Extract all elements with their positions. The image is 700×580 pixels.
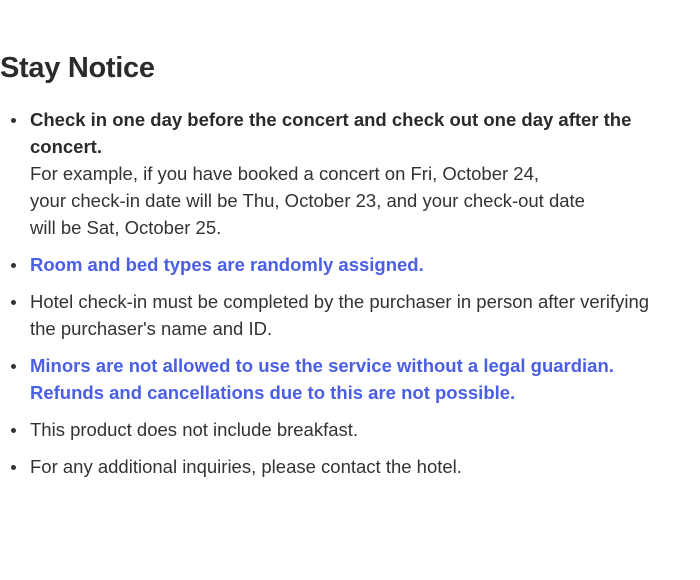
text-line: Room and bed types are randomly assigned. — [30, 254, 424, 275]
list-item-checkin-rule — [0, 106, 700, 241]
checkin-rule-example — [30, 160, 700, 241]
text-line: Minors are not allowed to use the service without a legal guardian. — [30, 355, 614, 376]
bullet-icon — [11, 465, 16, 470]
minors-policy-text — [30, 352, 700, 406]
bullet-icon — [11, 263, 16, 268]
bullet-icon — [11, 118, 16, 123]
section-title: Stay Notice — [0, 52, 155, 84]
list-item-room-assignment — [0, 251, 700, 278]
text-line: For example, if you have booked a concert on Fri, October 24, — [30, 163, 540, 184]
checkin-rule-heading — [30, 106, 700, 160]
purchaser-checkin-text — [30, 288, 700, 342]
bullet-icon — [11, 364, 16, 369]
text-line: Refunds and cancellations due to this are not possible. — [30, 382, 516, 403]
bullet-icon — [11, 428, 16, 433]
breakfast-text — [30, 416, 700, 443]
list-item-purchaser-checkin — [0, 288, 700, 342]
text-line: For any additional inquiries, please contact the hotel. — [30, 456, 462, 477]
list-item-breakfast — [0, 416, 700, 443]
notice-list — [0, 106, 700, 490]
list-item-inquiries — [0, 453, 700, 480]
text-line: will be Sat, October 25. — [30, 217, 222, 238]
list-item-minors-policy — [0, 352, 700, 406]
text-line: the purchaser's name and ID. — [30, 318, 273, 339]
room-assignment-text — [30, 251, 700, 278]
text-line: your check-in date will be Thu, October 23, and your check-out date — [30, 190, 585, 211]
text-line: This product does not include breakfast. — [30, 419, 359, 440]
inquiries-text — [30, 453, 700, 480]
text-line: Hotel check-in must be completed by the purchaser in person after verifying — [30, 291, 650, 312]
text-line: concert. — [30, 136, 102, 157]
text-line: Check in one day before the concert and check out one day after the — [30, 109, 632, 130]
bullet-icon — [11, 300, 16, 305]
